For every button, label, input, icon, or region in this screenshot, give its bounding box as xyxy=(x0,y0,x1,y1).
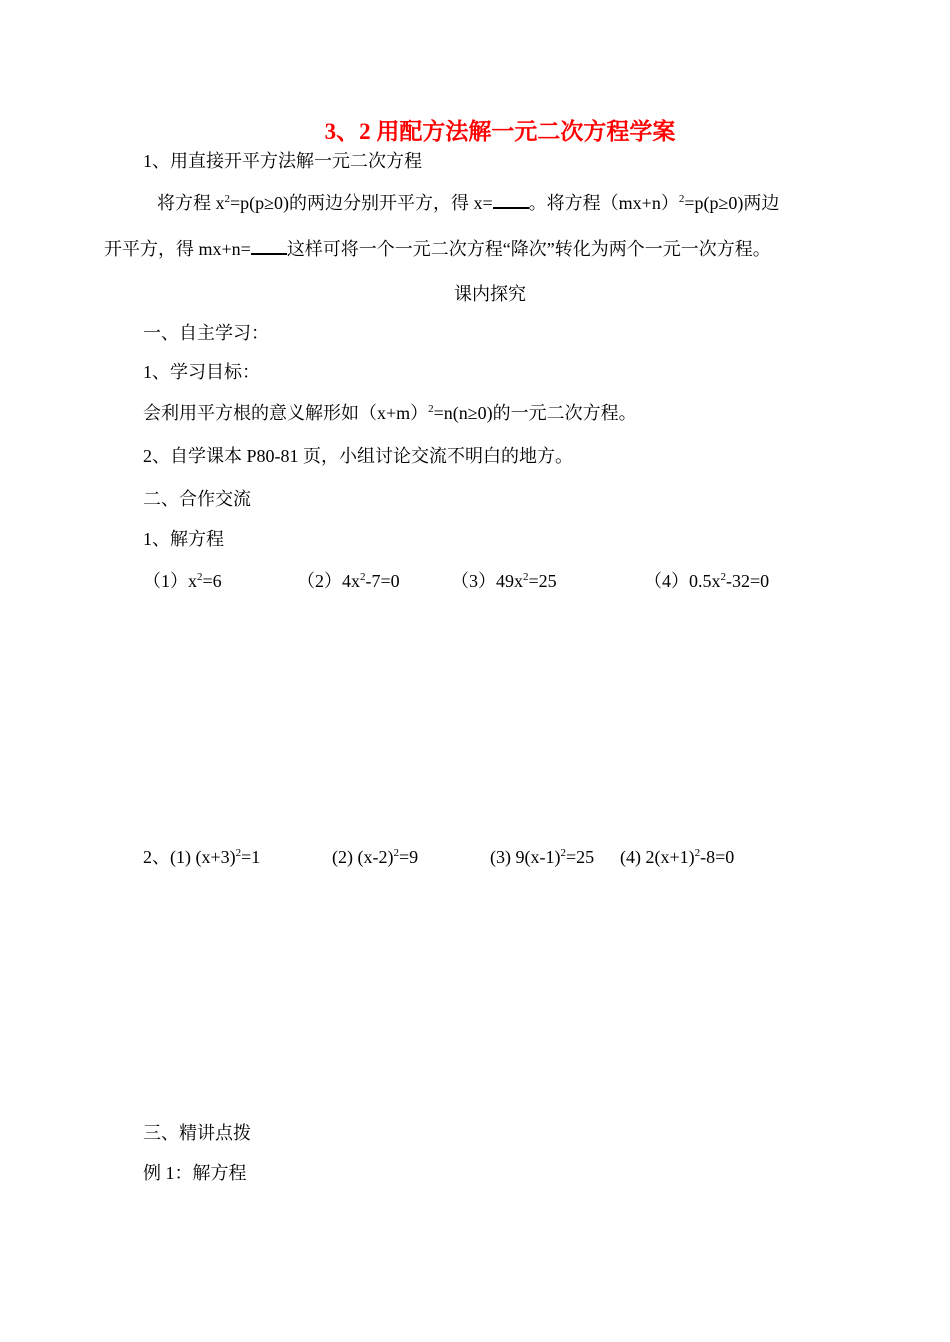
superscript: 2 xyxy=(523,571,529,583)
question1-item xyxy=(297,570,400,592)
superscript: 2 xyxy=(197,571,203,583)
page-title: 3、2 用配方法解一元二次方程学案 xyxy=(324,119,676,144)
question2-item xyxy=(143,846,260,868)
superscript: 2 xyxy=(360,571,366,583)
question2-item xyxy=(620,846,734,868)
part1-heading: 一、自主学习： xyxy=(143,323,269,343)
question1-item xyxy=(644,570,769,592)
text-fragment: -8=0 xyxy=(700,847,735,867)
text-fragment: （4）0.5x xyxy=(644,571,721,591)
text-fragment: =n(n≥0)的一元二次方程。 xyxy=(433,403,637,423)
text-fragment: 这样可将一个一元二次方程“降次”转化为两个一元一次方程。 xyxy=(286,239,771,259)
text-fragment: （1）x xyxy=(143,571,197,591)
text-fragment: （2）4x xyxy=(297,571,360,591)
text-fragment: -32=0 xyxy=(726,571,770,591)
self-study-text: 2、自学课本 P80-81 页，小组讨论交流不明白的地方。 xyxy=(143,446,574,466)
text-fragment: (3) 9(x-1) xyxy=(490,847,561,867)
text-fragment: =6 xyxy=(202,571,222,591)
text-fragment: =p(p≥0)的两边分别开平方，得 x= xyxy=(230,193,493,213)
question2-item xyxy=(332,846,418,868)
text-fragment: 将方程 x xyxy=(157,193,225,213)
answer-blank xyxy=(251,239,287,255)
section1-paragraph-line1 xyxy=(157,192,779,214)
question1-item xyxy=(451,570,557,592)
superscript: 2 xyxy=(393,847,399,859)
text-fragment: =25 xyxy=(565,847,595,867)
superscript: 2 xyxy=(235,847,242,859)
example-heading: 例 1：解方程 xyxy=(143,1163,247,1183)
learning-goal-heading: 1、学习目标： xyxy=(143,362,260,382)
text-fragment: =p(p≥0)两边 xyxy=(684,193,780,213)
learning-goal-text xyxy=(143,402,637,424)
superscript: 2 xyxy=(720,571,726,583)
text-fragment: =1 xyxy=(241,847,261,867)
section1-paragraph-line2 xyxy=(104,238,771,260)
text-fragment: 开平方，得 mx+n= xyxy=(104,239,251,259)
section-subtitle: 课内探究 xyxy=(454,284,526,304)
text-fragment: （3）49x xyxy=(451,571,523,591)
text-fragment: (4) 2(x+1) xyxy=(620,847,695,867)
superscript: 2 xyxy=(224,193,230,205)
section1-heading: 1、用直接开平方法解一元二次方程 xyxy=(143,151,422,171)
part2-heading: 二、合作交流 xyxy=(143,489,251,509)
answer-blank xyxy=(493,193,529,209)
superscript: 2 xyxy=(428,403,434,415)
text-fragment: 会利用平方根的意义解形如（x+m） xyxy=(143,403,429,423)
question1-heading: 1、解方程 xyxy=(143,529,224,549)
text-fragment: =9 xyxy=(398,847,419,867)
text-fragment: -7=0 xyxy=(365,571,400,591)
question1-item xyxy=(143,570,222,592)
text-fragment: 2、(1) (x+3) xyxy=(143,847,236,867)
text-fragment: (2) (x-2) xyxy=(332,847,394,867)
superscript: 2 xyxy=(694,847,701,859)
text-fragment: 。将方程（mx+n） xyxy=(528,193,679,213)
question2-item xyxy=(490,846,594,868)
text-fragment: =25 xyxy=(528,571,557,591)
superscript: 2 xyxy=(678,193,685,205)
part3-heading: 三、精讲点拨 xyxy=(143,1123,251,1143)
superscript: 2 xyxy=(560,847,566,859)
